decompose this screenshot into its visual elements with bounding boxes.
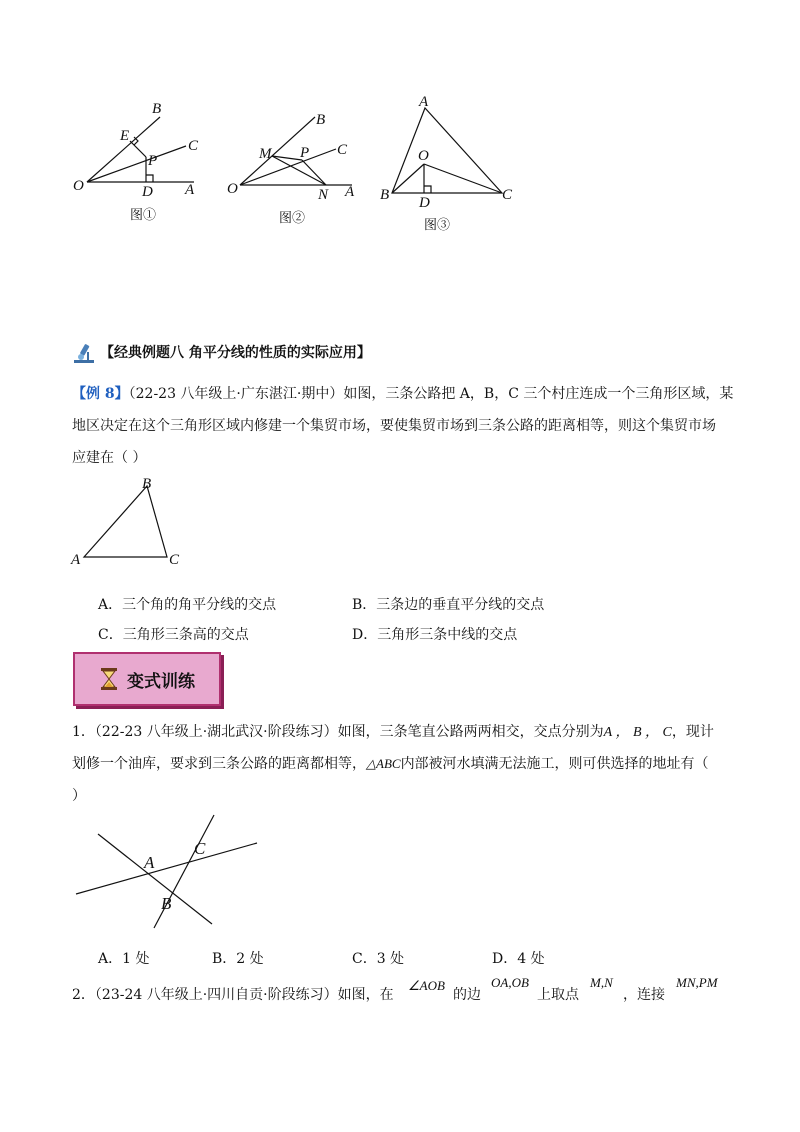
q1-number: 1． xyxy=(72,724,95,740)
example8-line3: 应建在（ ） xyxy=(72,450,147,466)
q2-line1 xyxy=(72,985,394,1005)
q1-option-d[interactable]: D．4 处 xyxy=(492,951,545,967)
q1-label-B: B xyxy=(161,894,172,913)
q1-points: A ， B ， C xyxy=(603,725,672,740)
section-title: 【经典例题八 角平分线的性质的实际应用】 xyxy=(100,345,371,361)
q1-line3: ） xyxy=(72,788,86,804)
q1-text-1a: 如图，三条笔直公路两两相交，交点分别为 xyxy=(337,724,604,740)
q1-label-C: C xyxy=(194,839,206,858)
q1-text-1b: ，现计 xyxy=(671,724,714,740)
q1-line2 xyxy=(72,754,709,774)
fig2-label-O: O xyxy=(227,181,238,197)
fig1-label-A: A xyxy=(185,182,195,198)
q1-source: （22-23 八年级上·湖北武汉·阶段练习） xyxy=(94,724,338,740)
fig3-label-O: O xyxy=(418,148,429,164)
fig1-caption: 图① xyxy=(130,207,157,222)
fig2-label-C: C xyxy=(337,142,348,158)
example-source: （22-23 八年级上·广东湛江·期中） xyxy=(128,386,344,402)
q1-option-c[interactable]: C．3 处 xyxy=(352,951,405,967)
ex8-option-a[interactable]: A．三个角的角平分线的交点 xyxy=(98,597,277,613)
q2-text-4: ，连接 xyxy=(623,987,665,1003)
example-text-1: 如图，三条公路把 A，B，C 三个村庄连成一个三角形区域，某 xyxy=(343,386,734,402)
top-figures xyxy=(0,0,800,240)
ex8-option-d[interactable]: D．三角形三条中线的交点 xyxy=(352,627,518,643)
ex8-label-A: A xyxy=(71,552,81,568)
fig1-label-P: P xyxy=(148,153,158,169)
q2-sides: OA,OB xyxy=(491,975,529,990)
ex8-option-b[interactable]: B．三条边的垂直平分线的交点 xyxy=(352,597,545,613)
fig1-label-O: O xyxy=(73,178,84,194)
fig2-label-B: B xyxy=(316,112,326,128)
fig3-label-D: D xyxy=(419,195,430,211)
q2-angle-aob: ∠AOB xyxy=(408,978,445,993)
q2-text-2: 的边 xyxy=(453,987,481,1003)
fig1-label-C: C xyxy=(188,138,199,154)
variant-training-badge xyxy=(73,652,221,706)
q1-label-A: A xyxy=(144,853,155,872)
example8-triangle-figure xyxy=(65,472,195,572)
ex8-option-c[interactable]: C．三角形三条高的交点 xyxy=(98,627,249,643)
badge-label: 变式训练 xyxy=(127,671,195,692)
example8-line1 xyxy=(72,384,733,404)
fig1-label-E: E xyxy=(120,128,130,144)
fig3-label-C: C xyxy=(502,187,513,203)
fig2-caption: 图② xyxy=(279,210,306,225)
fig2-label-N: N xyxy=(318,187,329,203)
hourglass-icon xyxy=(99,667,119,691)
q1-option-b[interactable]: B．2 处 xyxy=(212,951,264,967)
fig2-label-A: A xyxy=(345,184,355,200)
fig2-label-P: P xyxy=(300,145,310,161)
fig1-label-B: B xyxy=(152,101,162,117)
q2-text-3: 上取点 xyxy=(537,987,579,1003)
q1-option-a[interactable]: A．1 处 xyxy=(98,951,150,967)
q2-text-1: 如图，在 xyxy=(337,987,394,1003)
q1-text-2a: 划修一个油库，要求到三条公路的距离都相等， xyxy=(72,756,366,772)
q2-source: （23-24 八年级上·四川自贡·阶段练习） xyxy=(94,987,338,1003)
q2-points-mn: M,N xyxy=(590,975,613,990)
q1-roads-figure xyxy=(70,812,270,932)
q1-line1 xyxy=(72,722,714,743)
fig3-caption: 图③ xyxy=(424,217,451,232)
fig2-label-M: M xyxy=(259,146,272,162)
q1-text-2b: 内部被河水填满无法施工，则可供选择的地址有（ xyxy=(400,756,709,772)
fig1-label-D: D xyxy=(142,184,153,200)
microscope-icon xyxy=(72,342,96,364)
example-tag: 【例 8】 xyxy=(72,386,129,402)
ex8-label-B: B xyxy=(142,476,152,492)
ex8-label-C: C xyxy=(169,552,180,568)
q1-triangle: △ABC xyxy=(366,756,401,771)
fig3-label-B: B xyxy=(380,187,390,203)
fig3-label-A: A xyxy=(419,94,429,110)
section-header xyxy=(72,342,371,364)
example8-line2: 地区决定在这个三角形区域内修建一个集贸市场，要使集贸市场到三条公路的距离相等，则这个集贸市场 xyxy=(72,418,716,434)
q2-segments: MN,PM xyxy=(676,975,718,990)
q2-number: 2． xyxy=(72,987,95,1003)
